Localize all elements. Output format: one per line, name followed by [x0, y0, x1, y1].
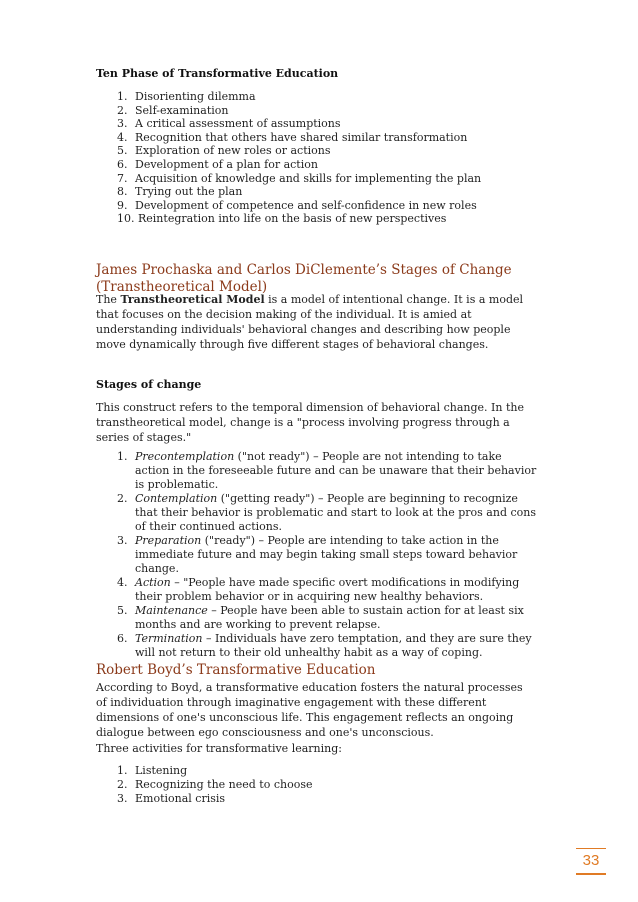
stage-text: – "People have made specific overt modifications in modifying their problem behavior or in acquiring new healthy behaviors.: [135, 576, 520, 603]
item-number: 3.: [117, 534, 128, 547]
item-text: Exploration of new roles or actions: [135, 144, 331, 158]
list-item: [117, 199, 537, 213]
item-number: 4.: [117, 576, 128, 589]
stages-intro: This construct refers to the temporal dimension of behavioral change. In the transtheoretical model, change is a "process involving progress through a series of stages.": [96, 401, 524, 444]
intro-bold-term: Transtheoretical Model: [120, 293, 265, 306]
stage-term: Maintenance: [135, 604, 208, 617]
page-number-rule-bottom: [576, 873, 606, 875]
list-item: [117, 778, 537, 792]
item-number: 8.: [117, 185, 128, 199]
list-item: [117, 450, 537, 492]
page-number: 33: [582, 852, 600, 869]
page-number-rule-top: [576, 848, 606, 849]
boyd-intro: According to Boyd, a transformative education fosters the natural processes of individuation through imaginative engagement with these different dimensions of one's unconscious life. This engagement reflects an ongoing dialogue between ego consciousness and one's unconscious.: [96, 681, 523, 739]
item-number: 2.: [117, 492, 128, 505]
item-number: 5.: [117, 604, 128, 617]
phases-list: [117, 90, 537, 226]
list-item: [117, 104, 537, 118]
item-number: 3.: [117, 792, 128, 805]
list-item: [117, 172, 537, 186]
list-item: [117, 90, 537, 104]
stage-text: ("getting ready") – People are beginning to recognize that their behavior is problematic and start to look at the pros and cons of their continued actions.: [135, 492, 536, 533]
stages-heading: Stages of change: [96, 378, 202, 391]
stage-term: Precontemplation: [135, 450, 235, 463]
stage-text: – People have been able to sustain action for at least six months and are working to prevent relapse.: [135, 604, 524, 631]
stage-term: Action: [135, 576, 171, 589]
boyd-title: Robert Boyd’s Transformative Education: [96, 662, 376, 678]
item-number: 7.: [117, 171, 128, 185]
stage-term: Contemplation: [135, 492, 218, 505]
prochaska-intro: [96, 292, 536, 352]
stage-text: ("not ready") – People are not intending to take action in the foreseeable future and can be unaware that their behavior is problematic.: [135, 450, 537, 491]
item-number: 2.: [117, 778, 128, 791]
list-item: [117, 764, 537, 778]
prochaska-title: James Prochaska and Carlos DiClemente’s Stages of Change (Transtheoretical Model): [96, 262, 512, 295]
item-number: 5.: [117, 144, 128, 158]
item-number: 4.: [117, 130, 128, 144]
stages-list: [117, 450, 537, 660]
list-item: [117, 117, 537, 131]
stage-term: Termination: [135, 632, 203, 645]
item-number: 6.: [117, 157, 128, 171]
item-text: Self-examination: [135, 103, 229, 117]
stage-text: ("ready") – People are intending to take action in the immediate future and may begin taking small steps toward behavior change.: [135, 534, 518, 575]
list-item: [117, 576, 537, 604]
item-text: A critical assessment of assumptions: [135, 117, 341, 131]
list-item: [117, 212, 537, 226]
item-text: Listening: [135, 764, 188, 777]
item-text: Trying out the plan: [135, 185, 243, 199]
list-item: [117, 792, 537, 806]
list-item: [117, 144, 537, 158]
boyd-activities-intro: Three activities for transformative learning:: [96, 742, 342, 755]
item-text: Reintegration into life on the basis of new perspectives: [138, 212, 447, 226]
item-number: 1.: [117, 90, 128, 103]
list-item: [117, 604, 537, 632]
item-number: 2.: [117, 103, 128, 117]
list-item: [117, 534, 537, 576]
list-item: [117, 131, 537, 145]
item-text: Disorienting dilemma: [135, 90, 256, 103]
intro-prefix: The: [96, 293, 121, 306]
phases-heading: Ten Phase of Transformative Education: [96, 67, 339, 80]
item-number: 3.: [117, 117, 128, 131]
item-text: Development of competence and self-confidence in new roles: [135, 198, 477, 212]
item-number: 9.: [117, 198, 128, 212]
item-number: 6.: [117, 632, 128, 645]
item-text: Acquisition of knowledge and skills for implementing the plan: [135, 171, 482, 185]
item-text: Recognizing the need to choose: [135, 778, 313, 791]
item-number: 1.: [117, 450, 128, 463]
list-item: [117, 158, 537, 172]
item-text: Development of a plan for action: [135, 157, 318, 171]
stage-text: – Individuals have zero temptation, and they are sure they will not return to their old unhealthy habit as a way of coping.: [135, 632, 532, 659]
item-text: Emotional crisis: [135, 792, 226, 805]
activities-list: [117, 764, 537, 806]
item-text: Recognition that others have shared similar transformation: [135, 130, 468, 144]
list-item: [117, 185, 537, 199]
intro-rest: is a model of intentional change. It is a model that focuses on the decision making of the individual. It is amied at understanding individuals' behavioral changes and describing how people move dynamically through five different stages of behavioral changes.: [96, 293, 524, 351]
list-item: [117, 492, 537, 534]
list-item: [117, 632, 537, 660]
item-number: 1.: [117, 764, 128, 777]
item-number: 10.: [117, 212, 135, 226]
stage-term: Preparation: [135, 534, 202, 547]
